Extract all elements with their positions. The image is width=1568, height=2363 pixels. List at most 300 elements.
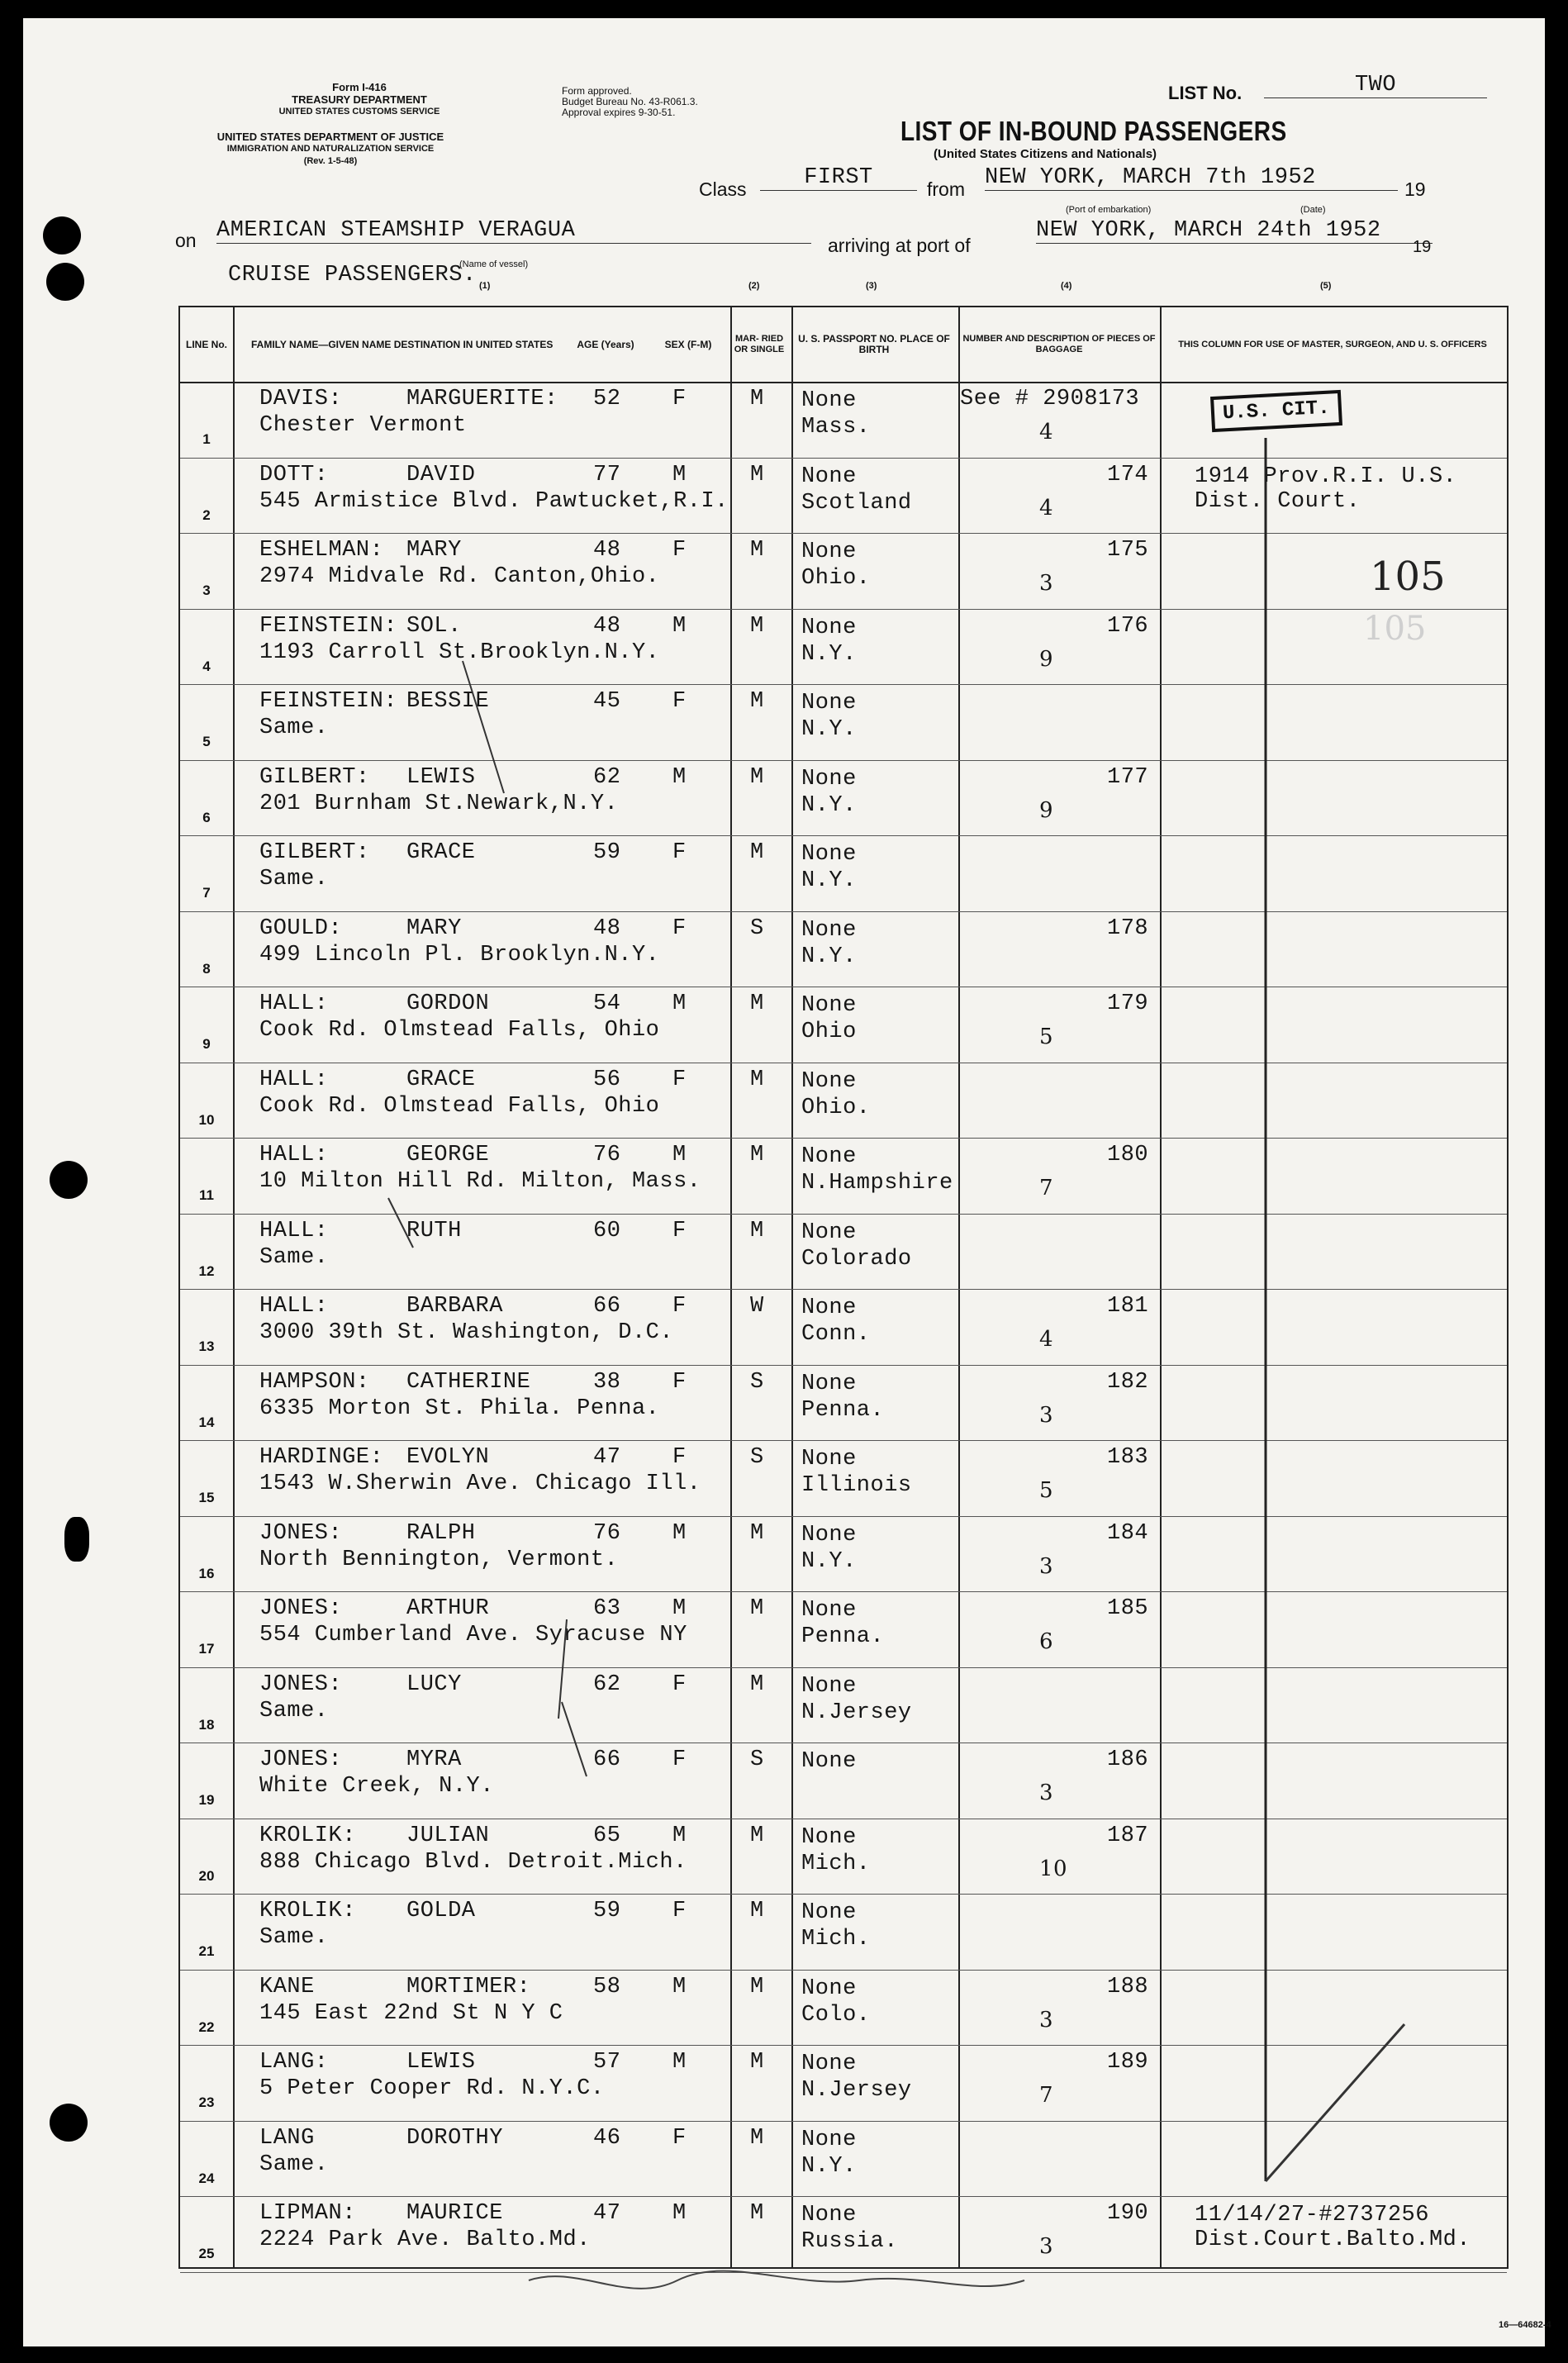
officer-note-line2: Dist. Court. xyxy=(1195,488,1361,514)
family-name: ESHELMAN: xyxy=(259,538,384,563)
destination: 10 Milton Hill Rd. Milton, Mass. xyxy=(259,1169,701,1194)
marital-status: M xyxy=(750,462,764,487)
destination: 888 Chicago Blvd. Detroit.Mich. xyxy=(259,1849,687,1875)
baggage-description: 180 xyxy=(1107,1143,1149,1167)
on-label: on xyxy=(175,230,197,251)
baggage-description: 184 xyxy=(1107,1520,1149,1546)
destination: 201 Burnham St.Newark,N.Y. xyxy=(259,791,619,816)
given-name: LEWIS xyxy=(406,764,476,790)
baggage-description: 178 xyxy=(1107,915,1149,941)
passport-no: None xyxy=(801,1749,857,1774)
passport-no: None xyxy=(801,766,857,792)
line-number: 25 xyxy=(198,2246,215,2261)
marital-status: S xyxy=(750,1445,764,1470)
class-label: Class xyxy=(699,178,747,200)
family-name: HALL: xyxy=(259,1143,329,1167)
destination: 554 Cumberland Ave. Syracuse NY xyxy=(259,1623,687,1647)
family-name: GILBERT: xyxy=(259,764,370,790)
marital-status: M xyxy=(750,2125,764,2151)
destination: 1193 Carroll St.Brooklyn.N.Y. xyxy=(259,639,660,665)
age: 66 xyxy=(593,1747,621,1772)
header-sex: SEX (F-M) xyxy=(664,338,712,350)
baggage-description: 188 xyxy=(1107,1974,1149,1999)
sex: F xyxy=(672,538,687,563)
passport-no: None xyxy=(801,1447,857,1472)
age: 58 xyxy=(593,1974,621,1999)
family-name: KROLIK: xyxy=(259,1899,356,1923)
baggage-pieces: 5 xyxy=(1039,1478,1054,1503)
col-number: (5) xyxy=(1320,281,1332,291)
sex: F xyxy=(672,1899,687,1923)
family-name: HALL: xyxy=(259,1218,329,1243)
family-name: HALL: xyxy=(259,991,329,1016)
baggage-pieces: 9 xyxy=(1039,797,1054,823)
line-number: 8 xyxy=(202,960,211,977)
marital-status: M xyxy=(750,1067,764,1092)
family-name: GILBERT: xyxy=(259,840,370,865)
given-name: GRACE xyxy=(406,1067,476,1092)
line-number: 19 xyxy=(198,1792,215,1808)
given-name: GORDON xyxy=(406,991,490,1016)
marital-status: M xyxy=(750,1143,764,1167)
family-name: GOULD: xyxy=(259,915,343,941)
marital-status: M xyxy=(750,689,764,714)
page-number-stamp: 105 xyxy=(1370,554,1446,600)
age: 77 xyxy=(593,462,621,487)
given-name: MARY xyxy=(406,915,462,941)
passport-no: None xyxy=(801,1371,857,1396)
baggage-description: 175 xyxy=(1107,538,1149,563)
sex: M xyxy=(672,1596,687,1621)
given-name: GRACE xyxy=(406,840,476,865)
cruise-passengers: CRUISE PASSENGERS. xyxy=(228,263,477,288)
sex: F xyxy=(672,1218,687,1243)
sex: F xyxy=(672,840,687,865)
sex: F xyxy=(672,387,687,411)
given-name: GEORGE xyxy=(406,1143,490,1167)
baggage-pieces: 5 xyxy=(1039,1025,1054,1049)
destination: 2224 Park Ave. Balto.Md. xyxy=(259,2227,591,2252)
line-number: 11 xyxy=(199,1187,214,1203)
passport-no: None xyxy=(801,1220,857,1245)
vessel-name: AMERICAN STEAMSHIP VERAGUA xyxy=(216,218,811,244)
given-name: SOL. xyxy=(406,613,462,639)
family-name: JONES: xyxy=(259,1747,343,1772)
line-number: 4 xyxy=(202,658,211,674)
passport-no: None xyxy=(801,1824,857,1850)
header-passport: U. S. PASSPORT NO. PLACE OF BIRTH xyxy=(798,333,950,355)
officer-note-line2: Dist.Court.Balto.Md. xyxy=(1195,2227,1471,2252)
place-of-birth: N.Y. xyxy=(801,944,857,969)
arrival-year: 19 xyxy=(1413,238,1432,256)
line-number: 18 xyxy=(198,1716,215,1733)
col-number: (2) xyxy=(748,281,760,291)
age: 52 xyxy=(593,387,621,411)
baggage-description: 177 xyxy=(1107,764,1149,790)
family-name: HAMPSON: xyxy=(259,1369,370,1395)
line-number: 6 xyxy=(202,809,211,825)
baggage-description: 179 xyxy=(1107,991,1149,1016)
destination: Same. xyxy=(259,867,329,891)
baggage-description: 186 xyxy=(1107,1747,1149,1772)
passport-no: None xyxy=(801,1144,857,1169)
baggage-description: 181 xyxy=(1107,1294,1149,1319)
header-married: MAR- RIED OR SINGLE xyxy=(734,334,785,354)
place-of-birth: N.Y. xyxy=(801,717,857,742)
family-name: JONES: xyxy=(259,1520,343,1546)
place-of-birth: Colorado xyxy=(801,1246,912,1272)
sex: F xyxy=(672,2125,687,2151)
marital-status: M xyxy=(750,2201,764,2226)
place-of-birth: N.Y. xyxy=(801,1548,857,1574)
baggage-description: 185 xyxy=(1107,1596,1149,1621)
marital-status: M xyxy=(750,1823,764,1848)
line-number: 1 xyxy=(202,431,211,447)
officer-note: 1914 Prov.R.I. U.S. xyxy=(1195,464,1457,489)
baggage-description: See # 2908173 xyxy=(960,387,1140,411)
age: 63 xyxy=(593,1596,621,1621)
sex: F xyxy=(672,1294,687,1319)
age: 48 xyxy=(593,613,621,639)
given-name: BESSIE xyxy=(406,689,490,714)
list-no-label: LIST No. xyxy=(1168,83,1243,103)
given-name: RALPH xyxy=(406,1520,476,1546)
place-of-birth: N.Jersey xyxy=(801,2078,912,2103)
sex: M xyxy=(672,613,687,639)
place-of-birth: N.Y. xyxy=(801,641,857,667)
passport-no: None xyxy=(801,1296,857,1320)
age: 76 xyxy=(593,1520,621,1546)
family-name: LANG: xyxy=(259,2050,329,2075)
baggage-pieces: 3 xyxy=(1039,571,1054,596)
class-value: FIRST xyxy=(760,165,917,191)
line-number: 7 xyxy=(202,885,211,901)
header-name: FAMILY NAME—GIVEN NAME DESTINATION IN UNITED STATES xyxy=(251,338,554,350)
marital-status: M xyxy=(750,1671,764,1697)
marital-status: M xyxy=(750,1899,764,1923)
sex: F xyxy=(672,1747,687,1772)
page-subtitle: (United States Citizens and Nationals) xyxy=(934,147,1157,161)
destination: 2974 Midvale Rd. Canton,Ohio. xyxy=(259,564,660,589)
destination: Same. xyxy=(259,1698,329,1724)
sex: F xyxy=(672,1445,687,1470)
destination: Same. xyxy=(259,716,329,740)
given-name: BARBARA xyxy=(406,1294,503,1319)
baggage-description: 182 xyxy=(1107,1369,1149,1395)
sex: F xyxy=(672,1067,687,1092)
passport-no: None xyxy=(801,1976,857,2001)
header-line-no: LINE No. xyxy=(186,338,227,350)
destination: 145 East 22nd St N Y C xyxy=(259,2000,563,2026)
place-of-birth: Mich. xyxy=(801,1851,871,1876)
family-name: JONES: xyxy=(259,1596,343,1621)
treasury-dept: TREASURY DEPARTMENT xyxy=(292,93,427,106)
given-name: LEWIS xyxy=(406,2050,476,2075)
line-number: 16 xyxy=(198,1565,215,1581)
place-of-birth: Scotland xyxy=(801,490,912,516)
list-no-value: TWO xyxy=(1264,73,1487,98)
passport-no: None xyxy=(801,540,857,564)
page-title: LIST OF IN-BOUND PASSENGERS xyxy=(900,116,1287,146)
baggage-pieces: 4 xyxy=(1039,495,1054,521)
sex: F xyxy=(672,1671,687,1697)
age: 46 xyxy=(593,2125,621,2151)
destination: Cook Rd. Olmstead Falls, Ohio xyxy=(259,1093,660,1119)
baggage-description: 190 xyxy=(1107,2201,1149,2226)
family-name: KROLIK: xyxy=(259,1823,356,1848)
baggage-pieces: 3 xyxy=(1039,2007,1054,2033)
marital-status: M xyxy=(750,538,764,563)
age: 56 xyxy=(593,1067,621,1092)
baggage-pieces: 10 xyxy=(1039,1856,1068,1881)
baggage-description: 174 xyxy=(1107,462,1149,487)
place-of-birth: N.Y. xyxy=(801,2153,857,2179)
given-name: MYRA xyxy=(406,1747,462,1772)
passport-no: None xyxy=(801,2203,857,2227)
age: 45 xyxy=(593,689,621,714)
marital-status: M xyxy=(750,764,764,790)
passport-no: None xyxy=(801,842,857,867)
baggage-description: 187 xyxy=(1107,1823,1149,1848)
immigration-service: IMMIGRATION AND NATURALIZATION SERVICE xyxy=(226,144,435,154)
approval-line: Form approved. xyxy=(562,85,632,97)
sex: M xyxy=(672,1974,687,1999)
given-name: CATHERINE xyxy=(406,1369,531,1395)
destination: Chester Vermont xyxy=(259,413,467,438)
place-of-birth: N.Jersey xyxy=(801,1700,912,1725)
baggage-pieces: 4 xyxy=(1039,420,1054,445)
col-number: (1) xyxy=(479,281,491,291)
line-number: 2 xyxy=(202,506,211,523)
col-number: (3) xyxy=(866,281,877,291)
given-name: LUCY xyxy=(406,1671,462,1697)
marital-status: M xyxy=(750,1218,764,1243)
place-of-birth: Illinois xyxy=(801,1473,912,1498)
sex: M xyxy=(672,991,687,1016)
sex: M xyxy=(672,1823,687,1848)
age: 54 xyxy=(593,991,621,1016)
sex: M xyxy=(672,1520,687,1546)
destination: Same. xyxy=(259,1925,329,1950)
baggage-pieces: 4 xyxy=(1039,1327,1054,1352)
arriving-label: arriving at port of xyxy=(828,235,971,256)
age: 66 xyxy=(593,1294,621,1319)
place-of-birth: Ohio xyxy=(801,1020,857,1044)
sex: M xyxy=(672,764,687,790)
marital-status: M xyxy=(750,840,764,865)
age: 62 xyxy=(593,1671,621,1697)
marital-status: S xyxy=(750,915,764,941)
line-number: 24 xyxy=(198,2170,215,2186)
family-name: HALL: xyxy=(259,1294,329,1319)
line-number: 21 xyxy=(198,1943,215,1959)
justice-dept: UNITED STATES DEPARTMENT OF JUSTICE xyxy=(216,131,444,143)
arrival-port: NEW YORK, MARCH 24th 1952 xyxy=(1036,218,1433,244)
marital-status: M xyxy=(750,387,764,411)
given-name: RUTH xyxy=(406,1218,462,1243)
family-name: HALL: xyxy=(259,1067,329,1092)
marital-status: W xyxy=(750,1294,764,1319)
line-number: 13 xyxy=(198,1338,215,1354)
age: 59 xyxy=(593,1899,621,1923)
line-number: 3 xyxy=(202,582,211,598)
destination: 5 Peter Cooper Rd. N.Y.C. xyxy=(259,2076,605,2101)
marital-status: M xyxy=(750,1596,764,1621)
destination: White Creek, N.Y. xyxy=(259,1774,494,1799)
marital-status: S xyxy=(750,1747,764,1772)
marital-status: S xyxy=(750,1369,764,1395)
line-number: 17 xyxy=(198,1641,215,1657)
age: 59 xyxy=(593,840,621,865)
age: 48 xyxy=(593,538,621,563)
header-baggage: NUMBER AND DESCRIPTION OF PIECES OF BAGGAGE xyxy=(962,334,1156,354)
passport-no: None xyxy=(801,464,857,489)
baggage-pieces: 3 xyxy=(1039,1781,1054,1805)
passport-no: None xyxy=(801,1673,857,1699)
passport-no: None xyxy=(801,691,857,716)
place-of-birth: N.Hampshire xyxy=(801,1171,953,1196)
destination: Cook Rd. Olmstead Falls, Ohio xyxy=(259,1018,660,1043)
place-of-birth: Conn. xyxy=(801,1322,871,1347)
baggage-pieces: 7 xyxy=(1039,1176,1054,1201)
destination: 545 Armistice Blvd. Pawtucket,R.I. xyxy=(259,488,729,514)
age: 48 xyxy=(593,915,621,941)
form-number: Form I-416 xyxy=(332,81,387,93)
age: 62 xyxy=(593,764,621,790)
from-label: from xyxy=(927,178,965,200)
destination: 3000 39th St. Washington, D.C. xyxy=(259,1320,674,1345)
given-name: MARY xyxy=(406,538,462,563)
destination: Same. xyxy=(259,2151,329,2177)
sex: F xyxy=(672,689,687,714)
baggage-description: 189 xyxy=(1107,2050,1149,2075)
port-embark-caption: (Port of embarkation) xyxy=(1066,205,1152,215)
passport-no: None xyxy=(801,1598,857,1623)
baggage-pieces: 3 xyxy=(1039,1402,1054,1428)
col-number: (4) xyxy=(1061,281,1072,291)
header-age: AGE (Years) xyxy=(577,338,634,350)
vessel-caption: (Name of vessel) xyxy=(459,259,529,269)
age: 65 xyxy=(593,1823,621,1848)
passport-no: None xyxy=(801,1068,857,1094)
passport-no: None xyxy=(801,1900,857,1925)
destination: 6335 Morton St. Phila. Penna. xyxy=(259,1395,660,1421)
family-name: JONES: xyxy=(259,1671,343,1697)
baggage-description: 183 xyxy=(1107,1445,1149,1470)
given-name: MARGUERITE: xyxy=(406,387,558,411)
age: 76 xyxy=(593,1143,621,1167)
family-name: KANE xyxy=(259,1974,315,1999)
place-of-birth: N.Y. xyxy=(801,792,857,818)
sex: M xyxy=(672,1143,687,1167)
line-number: 5 xyxy=(202,734,211,749)
from-year: 19 xyxy=(1404,178,1426,200)
place-of-birth: Ohio. xyxy=(801,1095,871,1120)
place-of-birth: Penna. xyxy=(801,1624,885,1649)
place-of-birth: Mich. xyxy=(801,1927,871,1952)
line-number: 23 xyxy=(198,2094,215,2110)
given-name: EVOLYN xyxy=(406,1445,490,1470)
line-number: 15 xyxy=(198,1490,215,1505)
header-officers: THIS COLUMN FOR USE OF MASTER, SURGEON, AND U. S. OFFICERS xyxy=(1178,339,1487,349)
line-number: 9 xyxy=(202,1036,211,1052)
passport-no: None xyxy=(801,2052,857,2076)
given-name: MORTIMER: xyxy=(406,1974,531,1999)
family-name: LIPMAN: xyxy=(259,2201,356,2226)
passport-no: None xyxy=(801,615,857,640)
passport-no: None xyxy=(801,917,857,943)
given-name: JULIAN xyxy=(406,1823,490,1848)
line-number: 12 xyxy=(198,1262,215,1279)
given-name: GOLDA xyxy=(406,1899,476,1923)
age: 47 xyxy=(593,2201,621,2226)
age: 60 xyxy=(593,1218,621,1243)
place-of-birth: Russia. xyxy=(801,2229,898,2254)
approval-line: Approval expires 9-30-51. xyxy=(562,107,676,118)
family-name: HARDINGE: xyxy=(259,1445,384,1470)
sex: F xyxy=(672,1369,687,1395)
age: 47 xyxy=(593,1445,621,1470)
destination: North Bennington, Vermont. xyxy=(259,1547,619,1572)
faint-page-stamp: 105 xyxy=(1363,610,1427,648)
officer-note: 11/14/27-#2737256 xyxy=(1195,2203,1429,2227)
marital-status: M xyxy=(750,2050,764,2075)
marital-status: M xyxy=(750,613,764,639)
approval-line: Budget Bureau No. 43-R061.3. xyxy=(562,96,698,107)
destination: Same. xyxy=(259,1244,329,1270)
footer-code: 16—64682-4 xyxy=(1499,2320,1551,2330)
revision: (Rev. 1-5-48) xyxy=(303,156,358,166)
baggage-description: 176 xyxy=(1107,613,1149,639)
place-of-birth: Colo. xyxy=(801,2002,871,2028)
destination: 1543 W.Sherwin Ave. Chicago Ill. xyxy=(259,1472,701,1496)
age: 38 xyxy=(593,1369,621,1395)
given-name: DOROTHY xyxy=(406,2125,503,2151)
family-name: DOTT: xyxy=(259,462,329,487)
passport-no: None xyxy=(801,993,857,1018)
place-of-birth: N.Y. xyxy=(801,868,857,893)
age: 57 xyxy=(593,2050,621,2075)
line-number: 10 xyxy=(198,1111,215,1128)
marital-status: M xyxy=(750,991,764,1016)
given-name: DAVID xyxy=(406,462,476,487)
baggage-pieces: 7 xyxy=(1039,2083,1054,2108)
sex: M xyxy=(672,2050,687,2075)
sex: M xyxy=(672,462,687,487)
marital-status: M xyxy=(750,1520,764,1546)
baggage-pieces: 9 xyxy=(1039,646,1054,672)
sex: F xyxy=(672,915,687,941)
given-name: MAURICE xyxy=(406,2201,503,2226)
from-value: NEW YORK, MARCH 7th 1952 xyxy=(985,165,1398,191)
line-number: 22 xyxy=(198,2018,215,2035)
passport-no: None xyxy=(801,2127,857,2152)
place-of-birth: Ohio. xyxy=(801,566,871,591)
place-of-birth: Mass. xyxy=(801,415,871,440)
destination: 499 Lincoln Pl. Brooklyn.N.Y. xyxy=(259,942,660,968)
line-number: 20 xyxy=(198,1867,215,1884)
baggage-pieces: 3 xyxy=(1039,1553,1054,1579)
passport-no: None xyxy=(801,1522,857,1548)
family-name: FEINSTEIN: xyxy=(259,613,398,639)
baggage-pieces: 3 xyxy=(1039,2234,1054,2259)
marital-status: M xyxy=(750,1974,764,1999)
line-number: 14 xyxy=(198,1414,215,1430)
baggage-pieces: 6 xyxy=(1039,1629,1054,1654)
family-name: LANG xyxy=(259,2125,315,2151)
us-citizen-stamp: U.S. CIT. xyxy=(1210,390,1342,432)
date-caption: (Date) xyxy=(1300,205,1326,215)
